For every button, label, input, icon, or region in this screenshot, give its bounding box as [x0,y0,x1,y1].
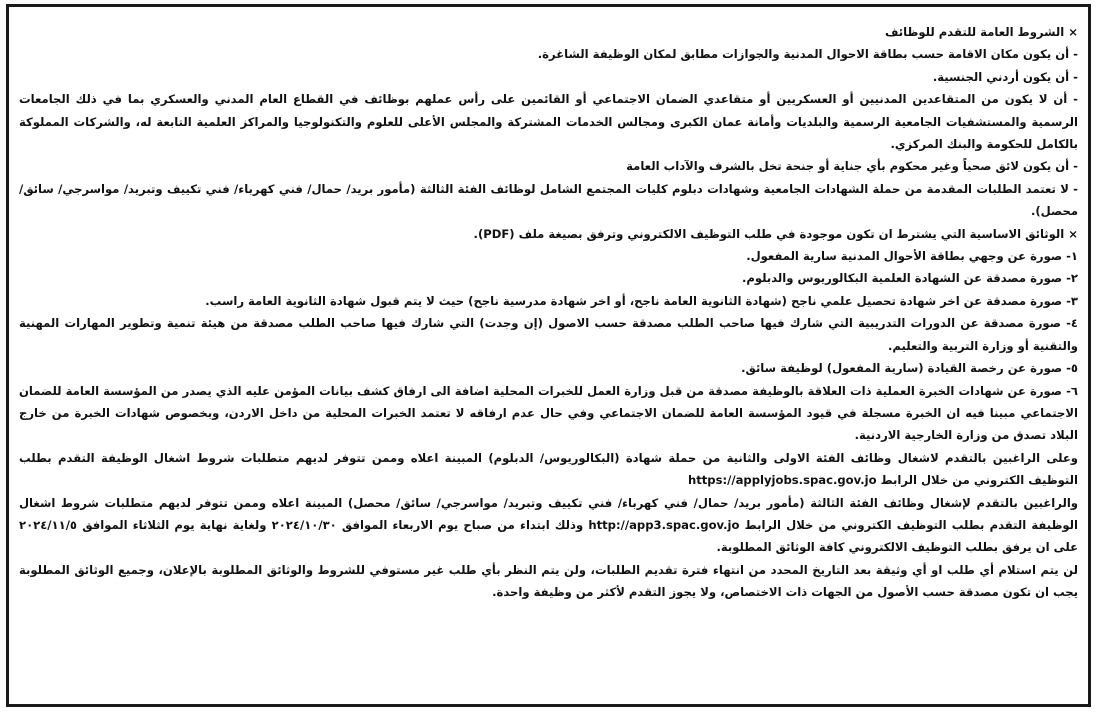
conditions-title: × الشروط العامة للتقدم للوظائف [884,25,1078,39]
document-training-courses: ٤- صورة مصدقة عن الدورات التدريبية التي شارك فيها صاحب الطلب مصدقة حسب الاصول (إن وجدت) التي شارك فيها صاحب الطلب مصدقة من هيئة تنمية وتطوير المهارات المهنية والتقنية أو وزارة التربية والتعليم. [19,316,1078,353]
condition-residence: - أن يكون مكان الاقامة حسب بطاقة الاحوال المدنية والجوازات مطابق لمكان الوظيفة الشاغرة. [537,47,1078,62]
document-experience: ٦- صورة عن شهادات الخبرة العملية ذات العلاقة بالوظيفة مصدقة من قبل وزارة العمل للخبرات المحلية اضافة الى ارفاق كشف بيانات المؤمن عليه الذي يصدر من المؤسسة العامة للضمان الاجتماعي مبينا فيه ان الخبرة مسجلة في قيود المؤسسة العامة للضمان الاجتماعي وفي حال عدم ارفاقه لا تعتمد الخبرات المحلية من داخل الاردن، وبخصوص شهادات الخبرة من خارج البلاد تصدق من وزارة الخارجية الاردنية. [19,383,1078,443]
apply-first-second-category: وعلى الراغبين بالتقدم لاشغال وظائف الفئة الاولى والثانية من حملة شهادة (البكالوريوس/ الدبلوم) المبينة اعلاه وممن تتوفر لديهم متطلبات شروط اشغال الوظيفة التقدم بطلب التوظيف الكتروني من خلال الرابط https://applyjobs.spac.gov.jo [19,450,1078,488]
condition-not-retired: - أن لا يكون من المتقاعدين المدنيين أو العسكريين أو متقاعدي الضمان الاجتماعي أو القائمين على رأس عملهم بوظائف في القطاع العام المدني والعسكري بما في ذلك الجامعات الرسمية والمستشفيات الجامعية الرسمية والبلديات وأمانة عمان الكبرى ومجالس الخدمات المشتركة والمجلس الأعلى للعلوم والتكنولوجيا والمراكز العلمية التابعة له، والشركات المملوكة بالكامل للحكومة والبنك المركزي. [19,92,1078,152]
document-id-card: ١- صورة عن وجهي بطاقة الأحوال المدنية سارية المفعول. [746,249,1078,264]
notice-frame [6,4,1091,707]
apply-third-category: والراغبين بالتقدم لإشغال وظائف الفئة الثالثة (مأمور بريد/ حمال/ فني كهرباء/ فني تكييف وتبريد/ مواسرجي/ سائق/ محصل) المبينة اعلاه وممن تتوفر لديهم متطلبات شروط اشغال الوظيفة التقدم بطلب التوظيف الكتروني من خلال الرابط http://app3.spac.gov.jo وذلك ابتداء من صباح يوم الاربعاء الموافق ٢٠٢٤/١٠/٣٠ ولغاية نهاية يوم الثلاثاء الموافق ٢٠٢٤/١١/٥ على ان يرفق بطلب التوظيف الالكتروني كافة الوثائق المطلوبة. [19,495,1078,555]
document-secondary-certificate: ٣- صورة مصدقة عن اخر شهادة تحصيل علمي ناجح (شهادة الثانوية العامة ناجح، أو اخر شهادة مدرسية ناجح) حيث لا يتم قبول شهادة الثانوية العامة راسب. [205,293,1078,308]
document-degree: ٢- صورة مصدقة عن الشهادة العلمية البكالوريوس والدبلوم. [741,271,1078,286]
condition-nationality: - أن يكون أردني الجنسية. [932,69,1078,84]
condition-health-record: - أن يكون لائق صحياً وغير محكوم بأي جناية أو جنحة تخل بالشرف والآداب العامة [626,159,1078,174]
notice-content [19,21,1078,604]
closing-note: لن يتم استلام أي طلب او أي وثيقة بعد التاريخ المحدد من انتهاء فترة تقديم الطلبات، ولن يتم النظر بأي طلب غير مستوفي للشروط والوثائق المطلوبة بالإعلان، وجميع الوثائق المطلوبة يجب ان تكون مصدقة حسب الأصول من الجهات ذات الاختصاص، ولا يجوز التقدم لأكثر من وظيفة واحدة. [19,562,1078,600]
document-driving-license: ٥- صورة عن رخصة القيادة (سارية المفعول) لوظيفة سائق. [741,361,1078,376]
documents-title: × الوثائق الاساسية التي يشترط ان تكون موجودة في طلب التوظيف الالكتروني وترفق بصيغة ملف (PDF). [473,226,1078,241]
condition-third-category: - لا تعتمد الطلبات المقدمة من حملة الشهادات الجامعية وشهادات دبلوم كليات المجتمع الشامل لوظائف الفئة الثالثة (مأمور بريد/ حمال/ فني كهرباء/ فني تكييف وتبريد/ مواسرجي/ سائق/ محصل). [19,181,1078,219]
